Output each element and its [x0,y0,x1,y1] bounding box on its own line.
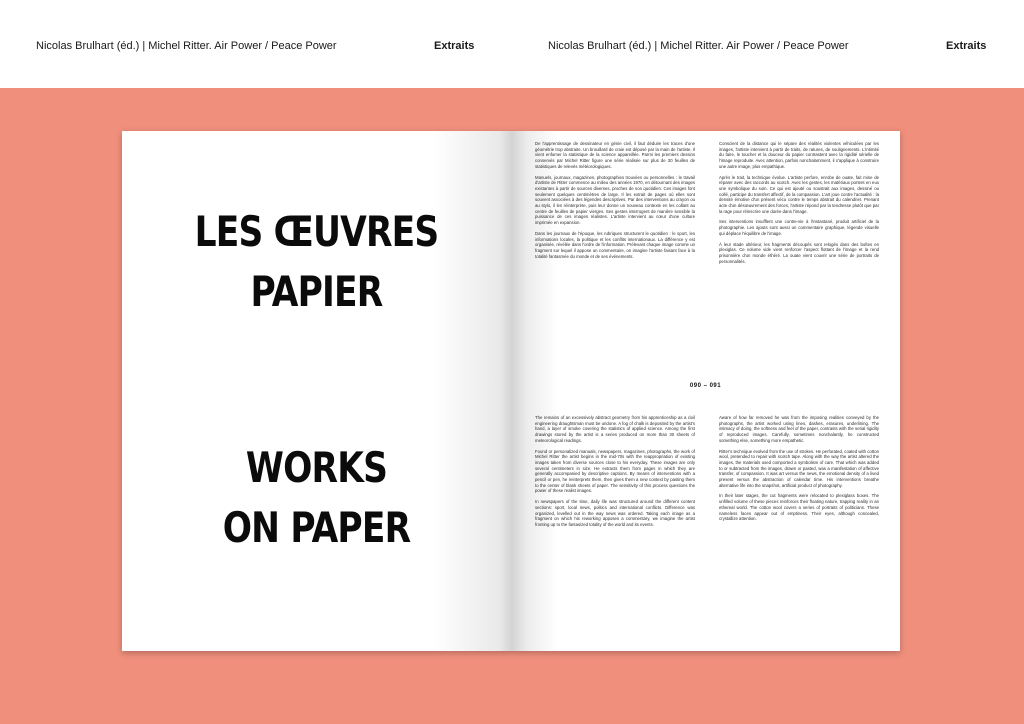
title-en-line2: ON PAPER [222,503,411,552]
title-fr-line1: LES ŒUVRES [194,207,439,256]
english-text-column-2 [719,415,879,641]
title-en-line1: WORKS [245,443,388,492]
page-folio: 090 – 091 [689,383,722,389]
title-fr-line2: PAPIER [250,267,383,316]
paragraph: Ritter's technique evolved from the use of strokes. He perforated, coated with cotton wool, pretended to repair with scotch tape. Along with the way the artist altered the images, the materials used comported a symbolism of care. That which was added to or subtracted from the images, drawn or pasted, was a manifestation of affective transfer, of compassion. It was art versus the news, the emotional density of a lived present versus the abstraction of calendar time. His interventions breathe alternative life into the snapshot, artificial product of photography. [719,448,879,488]
paragraph: The remains of an excessively abstract geometry from his apprenticeship as a civil engineering draughtsman must be undone. A fog of chalk is deposited by the artist's hand, a layer of smoke covering the statistics of applied science. Among the first drawings stored by the artist is a series produced on more than 30 sheets of meteorological readings. [535,415,695,443]
open-book-spread [122,131,900,651]
paragraph: Ses interventions insufflent une contre-vie à l'instantané, produit artificiel de la photographie. Les ajouts sont aussi un commentaire graphique, légende visuelle qui déplace l'équilibre de l'image. [719,219,879,236]
left-page [122,131,511,651]
paragraph: Conscient de la distance qui le sépare des réalités violentes véhiculées par les images, l'artiste intervient à partir de traits, de ratures, de soulignements. L'intimité du faire, le toucher et la douceur du papier contrastent avec la rigidité sérielle de l'image reproduite. Avec attention, parfois nonchalamment, il s'applique à construire une autre image, plus empathique. [719,141,879,169]
header-title-left: Nicolas Brulhart (éd.) | Michel Ritter. Air Power / Peace Power [36,40,337,52]
paragraph: De l'apprentissage de dessinateur en génie civil, il faut déduire les traces d'une géométrie trop abstraite. Un brouillard de craie est déposé par la main de l'artiste. Il vient enfumer la statistique de la science appareillée. Parmi les premiers dessins conservés par Michel Ritter figure une série réalisée sur plus de 30 feuilles de statistiques de relevés météorologiques. [535,141,695,169]
english-text-column-1 [535,415,695,641]
paragraph: Found or personalized manuals, newspapers, magazines, photographs, the work of Michel Ritter the artist begins in the mid-70s with the reappropriation of existing images taken from diverse sources close to his everyday. These images are only several centimeters in size. He extracts them from pages in which they are generally accompanied by descriptive captions. By means of interventions with a pencil or pen, he reinterprets them, then gives them a new context by pasting them to the center of blank sheets of paper. The sensitivity of this process questions the power of these realist images. [535,448,695,494]
paragraph: Dans les journaux de l'époque, les rubriques structurent le quotidien : le sport, les informations locales, la politique et les conflits internationaux. La différence y est organisée, révélée dans l'ordre de l'information. Prélevant chaque image comme un fragment sur lequel il appose un commentaire, on imagine l'artiste faisant face à la totalité fantasmée du monde et de ses événements. [535,230,695,259]
paragraph: In newspapers of the time, daily life was structured around the different content sections: sport, local news, politics and international conflicts. Difference was organized, levelled out in the way news was ordered. Taking each image as a fragment on which his reworking apposes a commentary, we imagine the artist fronting up to the fantasized totality of the world and its events. [535,499,695,527]
header-title-right: Nicolas Brulhart (éd.) | Michel Ritter. Air Power / Peace Power [548,40,849,52]
paragraph: Après le trait, la technique évolue. L'artiste perfore, enrobe de ouate, fait mine de réparer avec des raccords au scotch. Avec les gestes, les matériaux portent en eux une symbolique du soin. Ce qui est ajouté ou soustrait aux images, dessiné ou collé, participe du transfert affectif, de la compassion. L'art joue contre l'actualité : la densité émotive d'un présent vécu contre le temps abstrait du calendrier. Prenant acte d'un désœuvrement des forces, l'artiste répond par la tendresse plutôt que par la rage pour réinscrire une durée dans l'image. [719,174,879,214]
header-section-right[interactable]: Extraits [946,40,987,52]
paragraph: Aware of how far removed he was from the imposing realities conveyed by the photographs, the artist worked using lines, dashes, erasures, underlining. The intimacy of doing, the softness and feel of the paper, contrasts with the serial rigidity of reproduced images. Carefully, sometimes nonchalantly, he constructed something else, something more empathetic. [719,415,879,443]
header-section-left[interactable]: Extraits [434,40,475,52]
french-text-column-1 [535,141,695,371]
header-bar [0,0,1024,88]
paragraph: À leur stade ultérieur, les fragments découpés sont relogés dans des boîtes en plexiglas. Ce volume vide vient renforcer l'aspect flottant de l'image et la rend prisonnière d'un monde éthéré. La ouate vient couvrir une série de portraits de personnalités. [719,241,879,264]
right-page [511,131,900,651]
paragraph: In their later stages, the cut fragments were relocated to plexiglass boxes. The unfilled volume of these pieces reinforces their floating nature, trapping reality in an ethereal world. The cotton wool covers a series of portraits of politicians. These nameless faces appear out of emptiness. Their eyes, although concealed, crystallize attention. [719,493,879,522]
french-text-column-2 [719,141,879,371]
paragraph: Manuels, journaux, magazines, photographies trouvées ou personnelles : le travail d'artiste de Ritter commence au milieu des années 1970, en détournant des images existantes à partir de sources diverses, proches de son quotidien. Ces images font seulement quelques centimètres de large. Il les extrait de pages où elles sont souvent associées à des légendes descriptives. Par des interventions au crayon ou au stylo, il les réinterprète, puis leur donne un nouveau contexte en les collant au centre de feuilles de papier vierges. Ses gestes interrogent de manière sensible la puissance de ces images réalistes. L'artiste intervient au cœur d'une culture imprimée en expansion. [535,174,695,226]
